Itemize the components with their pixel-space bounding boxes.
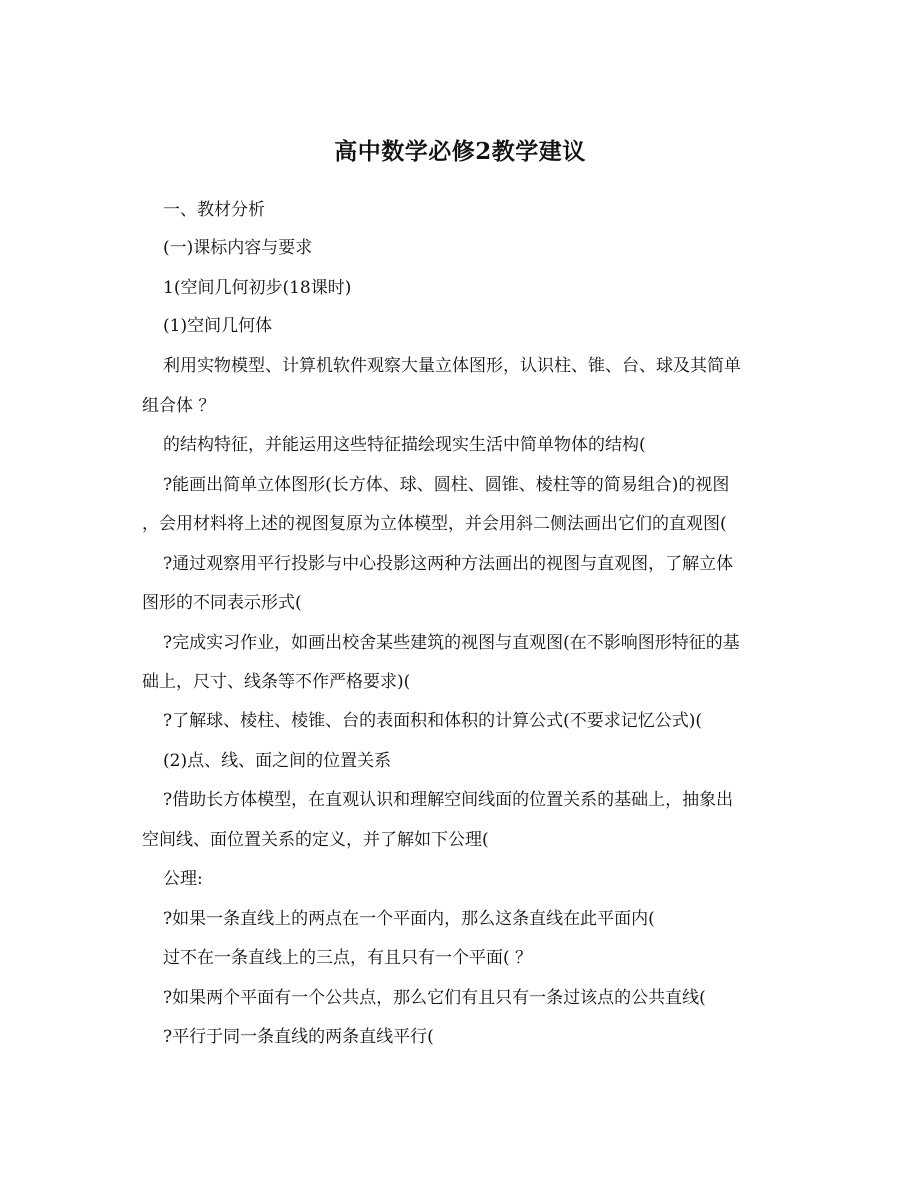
- paragraph-line: ，会用材料将上述的视图复原为立体模型，并会用斜二侧法画出它们的直观图(: [142, 514, 727, 534]
- paragraph-line: 组合体 ？: [142, 396, 216, 416]
- paragraph-line: ?借助长方体模型，在直观认识和理解空间线面的位置关系的基础上，抽象出: [163, 790, 734, 810]
- paragraph-line: ?通过观察用平行投影与中心投影这两种方法画出的视图与直观图，了解立体: [163, 554, 734, 574]
- paragraph-line: 空间线、面位置关系的定义，并了解如下公理(: [142, 830, 489, 850]
- paragraph-line: 图形的不同表示形式(: [142, 593, 302, 613]
- axioms-label: 公理:: [163, 869, 203, 889]
- axiom-line: ?如果一条直线上的两点在一个平面内，那么这条直线在此平面内(: [163, 909, 655, 929]
- axiom-line: ?平行于同一条直线的两条直线平行(: [163, 1027, 434, 1047]
- paragraph-line: 利用实物模型、计算机软件观察大量立体图形，认识柱、锥、台、球及其简单: [163, 356, 741, 376]
- paragraph-line: ?完成实习作业，如画出校舍某些建筑的视图与直观图(在不影响图形特征的基: [163, 633, 740, 653]
- paragraph-line: ?能画出简单立体图形(长方体、球、圆柱、圆锥、棱柱等的简易组合)的视图: [163, 475, 730, 495]
- heading-textbook-analysis: 一、教材分析: [163, 200, 265, 220]
- subsection-solids: (1)空间几何体: [163, 316, 273, 336]
- paragraph-line: 的结构特征，并能运用这些特征描绘现实生活中简单物体的结构(: [163, 435, 646, 455]
- paragraph-line: 础上，尺寸、线条等不作严格要求)(: [142, 672, 411, 692]
- subheading-standards: (一)课标内容与要求: [163, 238, 313, 258]
- subsection-positional-relations: (2)点、线、面之间的位置关系: [163, 751, 392, 771]
- axiom-line: ?如果两个平面有一个公共点，那么它们有且只有一条过该点的公共直线(: [163, 988, 706, 1008]
- axiom-line: 过不在一条直线上的三点，有且只有一个平面( ？: [163, 948, 533, 968]
- section-spatial-geometry: 1(空间几何初步(18课时): [163, 278, 352, 298]
- document-title: 高中数学必修2教学建议: [334, 138, 586, 165]
- paragraph-line: ?了解球、棱柱、棱锥、台的表面积和体积的计算公式(不要求记忆公式)(: [163, 711, 703, 731]
